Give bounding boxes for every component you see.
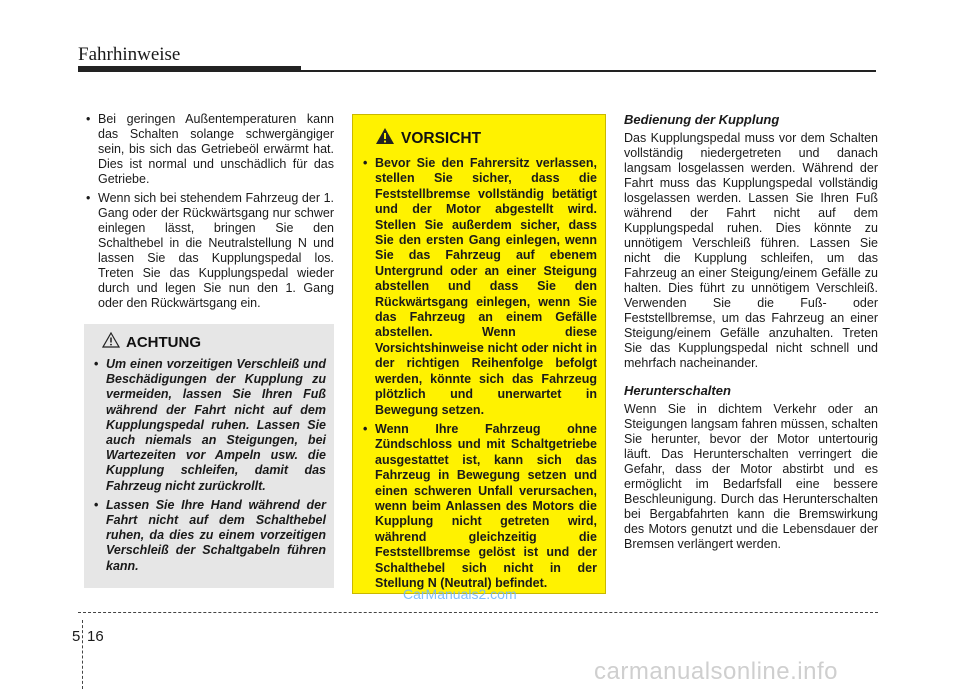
vorsicht-box <box>352 114 606 594</box>
page-header-title: Fahrhinweise <box>78 44 181 65</box>
header-bar-thin <box>301 70 876 72</box>
section-heading-kupplung: Bedienung der Kupplung <box>624 112 780 127</box>
section-heading-herunterschalten: Herunterschalten <box>624 383 731 398</box>
header-bar-thick <box>78 66 301 72</box>
vorsicht-title: VORSICHT <box>401 129 482 147</box>
left-column-bullets <box>84 112 334 311</box>
achtung-list <box>92 357 326 574</box>
footer-site-watermark: carmanualsonline.info <box>594 658 838 685</box>
list-item: • Bei geringen Außentemperaturen kann das Schalten solange schwergängiger sein, bis sich das Getriebeöl erwärmt hat. Dies ist normal und unschädlich für das Getriebe. <box>84 112 334 187</box>
list-item: • Um einen vorzeitigen Verschleiß und Beschädigungen der Kupplung zu vermeiden, lassen Sie Ihren Fuß während der Fahrt nicht auf dem Kupplungspedal ruhen. Lassen Sie auch niemals an Steigungen, bei Wartezeiten vor Ampeln usw. die Kupplung schleifen, damit das Fahrzeug nicht zurückrollt. <box>92 357 326 494</box>
warning-filled-icon <box>375 127 395 150</box>
section-text-herunterschalten: Wenn Sie in dichtem Verkehr oder an Steigungen langsam fahren müssen, schalten Sie herunter, bevor der Motor untertourig läuft. Das Herunterschalten verringert die Gefahr, dass der Motor abstirbt und es ermöglicht im Bedarfsfall eine bessere Beschleunigung. Durch das Herunterschalten bei Bergabfahrten kann die Bremswirkung des Motors genutzt und die Lebensdauer der Bremsen verlängert werden. <box>624 402 878 551</box>
page-number: 16 <box>87 628 104 645</box>
right-column <box>624 112 878 564</box>
list-item: • Wenn Ihre Fahrzeug ohne Zündschloss und mit Schaltgetriebe ausgestattet ist, kann sich das Fahrzeug in Bewegung setzen und einen schweren Unfall verursachen, wenn beim Anlassen des Motors die Kupplung nicht getreten wird, während gleichzeitig die Feststellbremse gelöst ist und der Schalthebel sich nicht in der Stellung N (Neutral) befindet. <box>361 422 597 591</box>
achtung-header <box>102 332 326 353</box>
achtung-box <box>84 324 334 588</box>
achtung-title: ACHTUNG <box>126 334 201 351</box>
left-column <box>84 112 334 315</box>
vorsicht-header <box>375 127 597 150</box>
watermark-link[interactable]: CarManuals2.com <box>403 586 517 602</box>
footer-vertical-divider <box>82 620 83 689</box>
footer-divider <box>78 612 878 613</box>
list-item: • Bevor Sie den Fahrersitz verlassen, stellen Sie sicher, dass die Feststellbremse vollständig betätigt und der Motor abgestellt wird. Stellen Sie außerdem sicher, dass Sie den ersten Gang einlegen, wenn Sie das Fahrzeug auf ebenem Untergrund oder an einer Steigung abstellen und dass Sie den Rückwärtsgang einlegen, wenn Sie das Fahrzeug an einem Gefälle abstellen. Wenn diese Vorsichtshinweise nicht oder nicht in der richtigen Reihenfolge befolgt werden, könnte sich das Fahrzeug plötzlich und unerwartet in Bewegung setzen. <box>361 156 597 418</box>
list-item: • Wenn sich bei stehendem Fahrzeug der 1. Gang oder der Rückwärtsgang nur schwer einlegen lässt, bringen Sie den Schalthebel in die Neutralstellung N und lassen Sie das Kupplungspedal los. Treten Sie das Kupplungspedal wieder durch und legen Sie nun den 1. Gang oder den Rückwärtsgang ein. <box>84 191 334 311</box>
chapter-number: 5 <box>72 628 81 645</box>
warning-outline-icon <box>102 332 120 353</box>
list-item: • Lassen Sie Ihre Hand während der Fahrt nicht auf dem Schalthebel ruhen, da dies zu einem vorzeitigen Verschleiß der Schaltgabeln führen kann. <box>92 498 326 574</box>
section-text-kupplung: Das Kupplungspedal muss vor dem Schalten vollständig niedergetreten und danach langsam losgelassen werden. Während der Fahrt muss das Kupplungspedal vollständig losgelassen werden. Lassen Sie Ihren Fuß während der Fahrt nicht auf dem Kupplungspedal ruhen. Dies könnte zu unnötigem Verschleiß führen. Lassen Sie nicht die Kupplung schleifen, um das Fahrzeug an einer Steigung/einem Gefälle zu halten. Dies führt zu unnötigem Verschleiß. Verwenden Sie die Fuß- oder Feststellbremse, um das Fahrzeug an einer Steigung/einem Gefälle anzuhalten. Treten Sie das Kupplungspedal nicht schnell und mehrfach nacheinander. <box>624 131 878 370</box>
vorsicht-list <box>361 156 597 591</box>
